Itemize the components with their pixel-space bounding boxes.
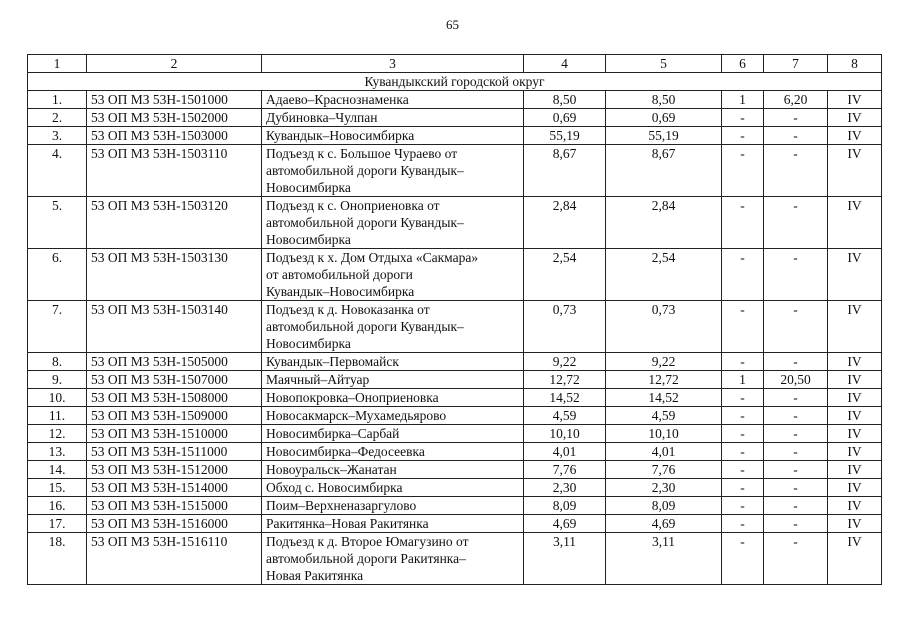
- value-cell: -: [764, 461, 828, 479]
- row-number-cell: 16.: [28, 497, 87, 515]
- category-cell: IV: [828, 425, 882, 443]
- road-name-line: от автомобильной дороги: [266, 267, 413, 282]
- road-name-line: Новосимбирка: [266, 180, 351, 195]
- length-cell-2: 3,11: [606, 533, 722, 585]
- table-row: [28, 479, 882, 497]
- road-name-line: Подъезд к д. Второе Юмагузино от: [266, 534, 469, 549]
- road-code-cell: 53 ОП МЗ 53Н-1515000: [87, 497, 262, 515]
- category-cell: IV: [828, 497, 882, 515]
- value-cell: 6,20: [764, 91, 828, 109]
- length-cell-2: 55,19: [606, 127, 722, 145]
- length-cell: 10,10: [524, 425, 606, 443]
- table-row: [28, 301, 882, 353]
- column-number-row: [28, 55, 882, 73]
- road-code-cell: 53 ОП МЗ 53Н-1511000: [87, 443, 262, 461]
- column-header: 2: [87, 55, 262, 73]
- length-cell-2: 8,67: [606, 145, 722, 197]
- count-cell: -: [722, 533, 764, 585]
- length-cell-2: 2,84: [606, 197, 722, 249]
- road-code-cell: 53 ОП МЗ 53Н-1503110: [87, 145, 262, 197]
- table-row: [28, 249, 882, 301]
- table-row: [28, 127, 882, 145]
- road-name-cell: [262, 515, 524, 533]
- length-cell-2: 12,72: [606, 371, 722, 389]
- road-code-cell: 53 ОП МЗ 53Н-1514000: [87, 479, 262, 497]
- count-cell: -: [722, 425, 764, 443]
- column-header: 6: [722, 55, 764, 73]
- length-cell-2: 4,01: [606, 443, 722, 461]
- road-code-cell: 53 ОП МЗ 53Н-1510000: [87, 425, 262, 443]
- road-name-cell: [262, 109, 524, 127]
- road-name-cell: [262, 425, 524, 443]
- road-name-cell: [262, 371, 524, 389]
- count-cell: -: [722, 353, 764, 371]
- length-cell: 7,76: [524, 461, 606, 479]
- row-number-cell: 7.: [28, 301, 87, 353]
- category-cell: IV: [828, 533, 882, 585]
- length-cell-2: 4,69: [606, 515, 722, 533]
- length-cell: 0,73: [524, 301, 606, 353]
- length-cell: 9,22: [524, 353, 606, 371]
- road-name-line: Подъезд к с. Большое Чураево от: [266, 146, 458, 161]
- length-cell: 8,09: [524, 497, 606, 515]
- length-cell: 8,50: [524, 91, 606, 109]
- length-cell: 2,84: [524, 197, 606, 249]
- road-code-cell: 53 ОП МЗ 53Н-1502000: [87, 109, 262, 127]
- table-row: [28, 515, 882, 533]
- category-cell: IV: [828, 127, 882, 145]
- category-cell: IV: [828, 145, 882, 197]
- count-cell: -: [722, 301, 764, 353]
- category-cell: IV: [828, 443, 882, 461]
- row-number-cell: 4.: [28, 145, 87, 197]
- road-name-line: Кувандык–Новосимбирка: [266, 128, 415, 143]
- value-cell: -: [764, 407, 828, 425]
- value-cell: -: [764, 425, 828, 443]
- value-cell: -: [764, 145, 828, 197]
- category-cell: IV: [828, 371, 882, 389]
- count-cell: 1: [722, 371, 764, 389]
- length-cell-2: 0,73: [606, 301, 722, 353]
- value-cell: -: [764, 249, 828, 301]
- road-name-line: Новопокровка–Оноприеновка: [266, 390, 439, 405]
- table-row: [28, 425, 882, 443]
- value-cell: 20,50: [764, 371, 828, 389]
- road-name-cell: [262, 407, 524, 425]
- length-cell-2: 9,22: [606, 353, 722, 371]
- row-number-cell: 12.: [28, 425, 87, 443]
- road-name-line: Новосимбирка: [266, 336, 351, 351]
- count-cell: -: [722, 497, 764, 515]
- road-name-line: Обход с. Новосимбирка: [266, 480, 403, 495]
- category-cell: IV: [828, 301, 882, 353]
- road-name-line: Кувандык–Новосимбирка: [266, 284, 415, 299]
- value-cell: -: [764, 301, 828, 353]
- value-cell: -: [764, 533, 828, 585]
- length-cell-2: 2,30: [606, 479, 722, 497]
- column-header: 3: [262, 55, 524, 73]
- row-number-cell: 10.: [28, 389, 87, 407]
- table-row: [28, 461, 882, 479]
- road-name-line: Кувандык–Первомайск: [266, 354, 399, 369]
- row-number-cell: 5.: [28, 197, 87, 249]
- length-cell-2: 0,69: [606, 109, 722, 127]
- road-code-cell: 53 ОП МЗ 53Н-1512000: [87, 461, 262, 479]
- table-row: [28, 197, 882, 249]
- value-cell: -: [764, 197, 828, 249]
- column-header: 5: [606, 55, 722, 73]
- table-row: [28, 109, 882, 127]
- road-code-cell: 53 ОП МЗ 53Н-1516110: [87, 533, 262, 585]
- table-row: [28, 371, 882, 389]
- table-row: [28, 389, 882, 407]
- table-row: [28, 497, 882, 515]
- road-code-cell: 53 ОП МЗ 53Н-1503120: [87, 197, 262, 249]
- table-row: [28, 443, 882, 461]
- road-name-cell: [262, 443, 524, 461]
- road-name-line: Подъезд к х. Дом Отдыха «Сакмара»: [266, 250, 479, 265]
- category-cell: IV: [828, 353, 882, 371]
- value-cell: -: [764, 353, 828, 371]
- road-name-cell: [262, 497, 524, 515]
- value-cell: -: [764, 109, 828, 127]
- road-name-line: Поим–Верхненазаргулово: [266, 498, 417, 513]
- page-number: 65: [446, 17, 459, 32]
- count-cell: -: [722, 515, 764, 533]
- count-cell: -: [722, 407, 764, 425]
- road-name-line: Новосимбирка–Сарбай: [266, 426, 400, 441]
- length-cell: 8,67: [524, 145, 606, 197]
- row-number-cell: 9.: [28, 371, 87, 389]
- road-name-cell: [262, 197, 524, 249]
- road-name-line: Дубиновка–Чулпан: [266, 110, 378, 125]
- length-cell: 4,01: [524, 443, 606, 461]
- table-row: [28, 407, 882, 425]
- count-cell: -: [722, 249, 764, 301]
- road-name-line: Адаево–Краснознаменка: [266, 92, 409, 107]
- section-row: [28, 73, 882, 91]
- row-number-cell: 13.: [28, 443, 87, 461]
- roads-table: [27, 54, 882, 585]
- category-cell: IV: [828, 479, 882, 497]
- length-cell: 2,30: [524, 479, 606, 497]
- length-cell: 4,69: [524, 515, 606, 533]
- road-name-line: Новосимбирка–Федосеевка: [266, 444, 425, 459]
- row-number-cell: 11.: [28, 407, 87, 425]
- road-name-cell: [262, 461, 524, 479]
- road-name-line: автомобильной дороги Кувандык–: [266, 319, 464, 334]
- road-name-cell: [262, 479, 524, 497]
- road-name-line: автомобильной дороги Кувандык–: [266, 215, 464, 230]
- road-code-cell: 53 ОП МЗ 53Н-1505000: [87, 353, 262, 371]
- road-name-cell: [262, 301, 524, 353]
- road-code-cell: 53 ОП МЗ 53Н-1503000: [87, 127, 262, 145]
- category-cell: IV: [828, 197, 882, 249]
- length-cell-2: 8,09: [606, 497, 722, 515]
- category-cell: IV: [828, 407, 882, 425]
- road-code-cell: 53 ОП МЗ 53Н-1509000: [87, 407, 262, 425]
- value-cell: -: [764, 389, 828, 407]
- table-row: [28, 145, 882, 197]
- count-cell: 1: [722, 91, 764, 109]
- road-name-cell: [262, 389, 524, 407]
- length-cell: 12,72: [524, 371, 606, 389]
- column-header: 8: [828, 55, 882, 73]
- row-number-cell: 18.: [28, 533, 87, 585]
- road-name-line: Новоуральск–Жанатан: [266, 462, 397, 477]
- length-cell: 0,69: [524, 109, 606, 127]
- row-number-cell: 15.: [28, 479, 87, 497]
- column-header: 1: [28, 55, 87, 73]
- road-name-line: Маячный–Айтуар: [266, 372, 370, 387]
- row-number-cell: 2.: [28, 109, 87, 127]
- road-code-cell: 53 ОП МЗ 53Н-1503130: [87, 249, 262, 301]
- road-name-line: автомобильной дороги Ракитянка–: [266, 551, 466, 566]
- length-cell: 2,54: [524, 249, 606, 301]
- length-cell: 4,59: [524, 407, 606, 425]
- section-title: Кувандыкский городской округ: [28, 73, 882, 91]
- road-name-cell: [262, 91, 524, 109]
- road-code-cell: 53 ОП МЗ 53Н-1516000: [87, 515, 262, 533]
- road-code-cell: 53 ОП МЗ 53Н-1503140: [87, 301, 262, 353]
- length-cell: 55,19: [524, 127, 606, 145]
- length-cell-2: 2,54: [606, 249, 722, 301]
- count-cell: -: [722, 389, 764, 407]
- road-name-cell: [262, 533, 524, 585]
- row-number-cell: 8.: [28, 353, 87, 371]
- road-name-line: Новосакмарск–Мухамедьярово: [266, 408, 447, 423]
- road-name-cell: [262, 353, 524, 371]
- value-cell: -: [764, 443, 828, 461]
- value-cell: -: [764, 515, 828, 533]
- road-code-cell: 53 ОП МЗ 53Н-1508000: [87, 389, 262, 407]
- row-number-cell: 6.: [28, 249, 87, 301]
- length-cell-2: 8,50: [606, 91, 722, 109]
- category-cell: IV: [828, 249, 882, 301]
- table-row: [28, 533, 882, 585]
- length-cell: 3,11: [524, 533, 606, 585]
- length-cell-2: 4,59: [606, 407, 722, 425]
- road-name-cell: [262, 249, 524, 301]
- value-cell: -: [764, 497, 828, 515]
- count-cell: -: [722, 197, 764, 249]
- value-cell: -: [764, 127, 828, 145]
- length-cell-2: 14,52: [606, 389, 722, 407]
- road-code-cell: 53 ОП МЗ 53Н-1507000: [87, 371, 262, 389]
- length-cell-2: 10,10: [606, 425, 722, 443]
- count-cell: -: [722, 461, 764, 479]
- road-name-line: Новосимбирка: [266, 232, 351, 247]
- row-number-cell: 1.: [28, 91, 87, 109]
- length-cell-2: 7,76: [606, 461, 722, 479]
- count-cell: -: [722, 145, 764, 197]
- category-cell: IV: [828, 109, 882, 127]
- count-cell: -: [722, 109, 764, 127]
- table-row: [28, 91, 882, 109]
- count-cell: -: [722, 479, 764, 497]
- road-name-line: Подъезд к д. Новоказанка от: [266, 302, 430, 317]
- category-cell: IV: [828, 389, 882, 407]
- row-number-cell: 3.: [28, 127, 87, 145]
- count-cell: -: [722, 443, 764, 461]
- road-name-line: Новая Ракитянка: [266, 568, 364, 583]
- row-number-cell: 17.: [28, 515, 87, 533]
- column-header: 7: [764, 55, 828, 73]
- length-cell: 14,52: [524, 389, 606, 407]
- road-name-line: Подъезд к с. Оноприеновка от: [266, 198, 440, 213]
- count-cell: -: [722, 127, 764, 145]
- row-number-cell: 14.: [28, 461, 87, 479]
- road-name-line: Ракитянка–Новая Ракитянка: [266, 516, 429, 531]
- category-cell: IV: [828, 91, 882, 109]
- road-name-cell: [262, 127, 524, 145]
- road-code-cell: 53 ОП МЗ 53Н-1501000: [87, 91, 262, 109]
- road-name-cell: [262, 145, 524, 197]
- column-header: 4: [524, 55, 606, 73]
- table-row: [28, 353, 882, 371]
- category-cell: IV: [828, 461, 882, 479]
- category-cell: IV: [828, 515, 882, 533]
- road-name-line: автомобильной дороги Кувандык–: [266, 163, 464, 178]
- value-cell: -: [764, 479, 828, 497]
